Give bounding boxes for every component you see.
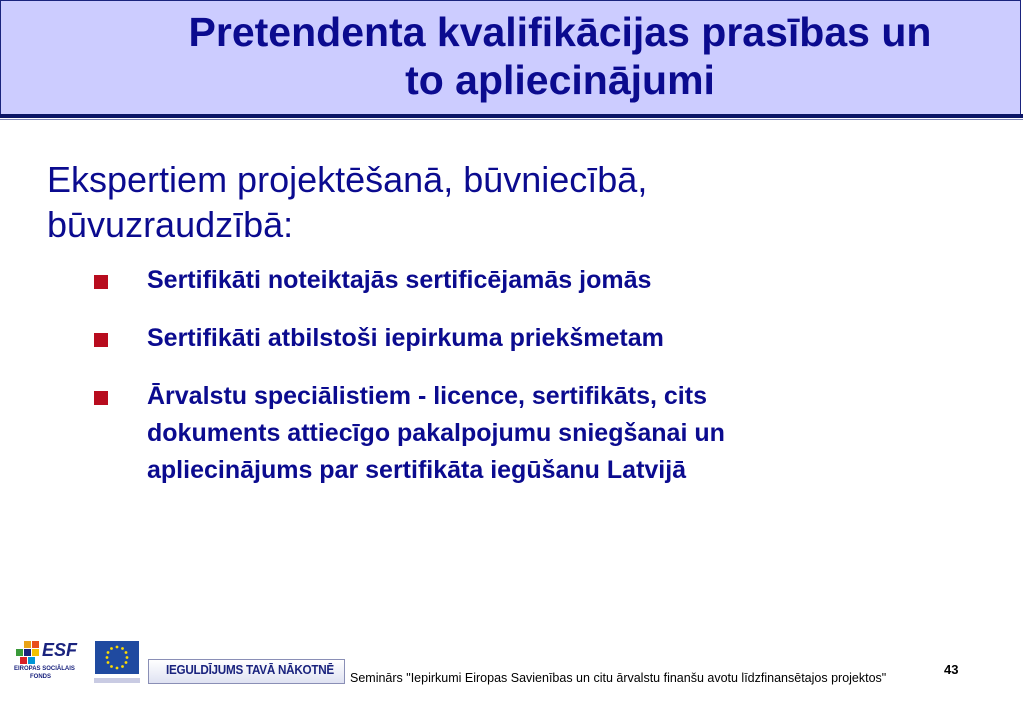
slide-title — [60, 8, 1023, 104]
square-bullet-icon — [94, 333, 108, 347]
investment-banner-text: IEGULDĪJUMS TAVĀ NĀKOTNĒ — [166, 662, 334, 677]
bullet-text: dokuments attiecīgo pakalpojumu sniegšanai un — [147, 419, 725, 447]
slide-title-line: Pretendenta kvalifikācijas prasības un — [188, 9, 932, 55]
esf-logo-subtitle: FONDS — [30, 674, 51, 680]
lead-line: Ekspertiem projektēšanā, būvniecībā, — [47, 159, 648, 200]
eu-flag-icon — [95, 641, 139, 674]
bullet-text: apliecinājums par sertifikāta iegūšanu Latvijā — [147, 456, 687, 484]
eu-flag-caption — [94, 678, 140, 683]
esf-logo-subtitle: EIROPAS SOCIĀLAIS — [14, 666, 75, 672]
lead-line: būvuzraudzībā: — [47, 204, 294, 245]
square-bullet-icon — [94, 275, 108, 289]
slide-title-line: to apliecinājumi — [405, 57, 715, 103]
esf-logo-text: ESF — [42, 640, 78, 660]
bullet-text: Sertifikāti noteiktajās sertificējamās jomās — [147, 266, 652, 294]
bullet-item — [94, 262, 894, 299]
bullet-text: Sertifikāti atbilstoši iepirkuma priekšmetam — [147, 324, 664, 352]
square-bullet-icon — [94, 391, 108, 405]
title-rule-thin — [0, 119, 1023, 120]
lead-text — [47, 157, 947, 247]
page-number: 43 — [944, 662, 959, 677]
bullet-list — [94, 262, 894, 510]
title-rule — [0, 114, 1023, 118]
bullet-item — [94, 378, 894, 489]
bullet-item — [94, 320, 894, 357]
bullet-text: Ārvalstu speciālistiem - licence, sertifikāts, cits — [147, 382, 707, 410]
seminar-footer: Seminārs "Iepirkumi Eiropas Savienības un citu ārvalstu finanšu avotu līdzfinansētajos projektos" — [350, 671, 887, 685]
